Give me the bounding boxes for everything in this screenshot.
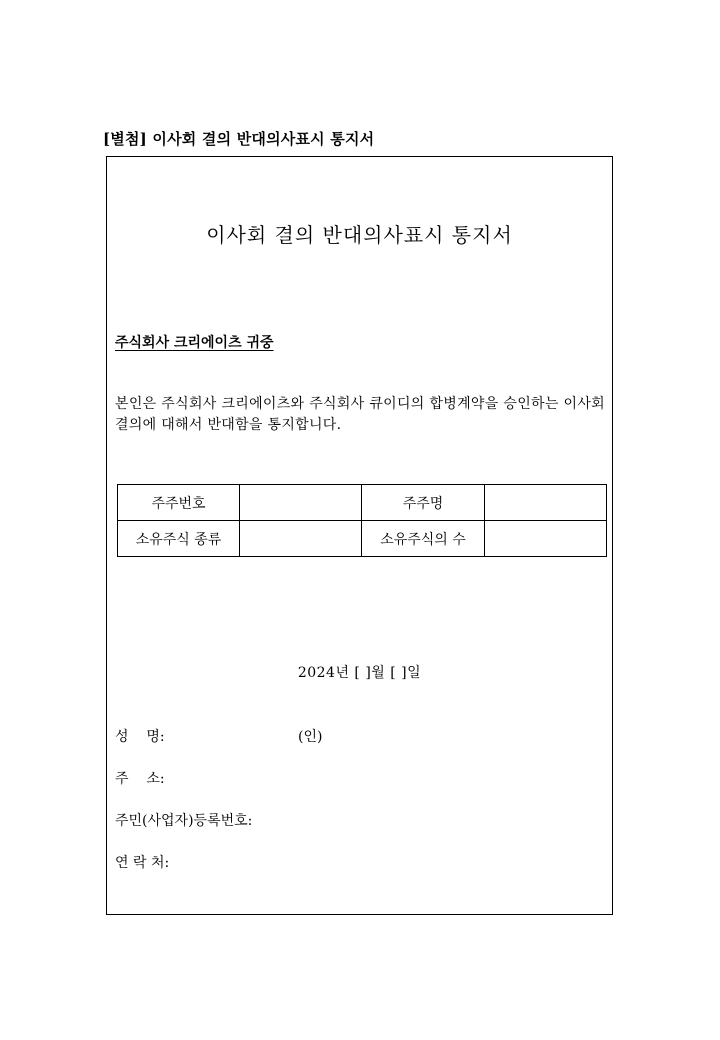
shareholder-info-table <box>117 484 607 557</box>
id-number-field-row <box>115 810 252 830</box>
shareholder-name-label: 주주명 <box>362 485 485 521</box>
share-type-label: 소유주식 종류 <box>118 521 240 557</box>
shareholder-number-field[interactable] <box>240 485 362 521</box>
shareholder-name-field[interactable] <box>485 485 607 521</box>
seal-mark: (인) <box>298 729 323 745</box>
share-type-field[interactable] <box>240 521 362 557</box>
name-field-row <box>115 726 165 746</box>
colon: : <box>164 855 170 871</box>
address-field-row <box>115 768 165 788</box>
addressee: 주식회사 크리에이츠 귀중 <box>115 335 274 351</box>
date-line: 2024년 [ ]월 [ ]일 <box>297 665 422 681</box>
share-count-field[interactable] <box>485 521 607 557</box>
colon: : <box>159 771 165 787</box>
attachment-heading: [별첨] 이사회 결의 반대의사표시 통지서 <box>103 130 375 148</box>
address-label: 주 소 <box>115 771 160 787</box>
colon: : <box>247 813 253 829</box>
id-number-label: 주민(사업자)등록번호 <box>115 813 248 829</box>
share-count-label: 소유주식의 수 <box>362 521 485 557</box>
contact-label: 연 락 처 <box>115 855 165 871</box>
notice-body-text: 본인은 주식회사 크리에이츠와 주식회사 큐이디의 합병계약을 승인하는 이사회 결의에 대해서 반대함을 통지합니다. <box>115 396 605 433</box>
colon: : <box>159 729 165 745</box>
name-label: 성 명 <box>115 729 160 745</box>
document-title: 이사회 결의 반대의사표시 통지서 <box>206 223 513 247</box>
table-row <box>118 521 607 557</box>
shareholder-number-label: 주주번호 <box>118 485 240 521</box>
notice-form <box>106 156 613 915</box>
table-row <box>118 485 607 521</box>
contact-field-row <box>115 852 169 872</box>
